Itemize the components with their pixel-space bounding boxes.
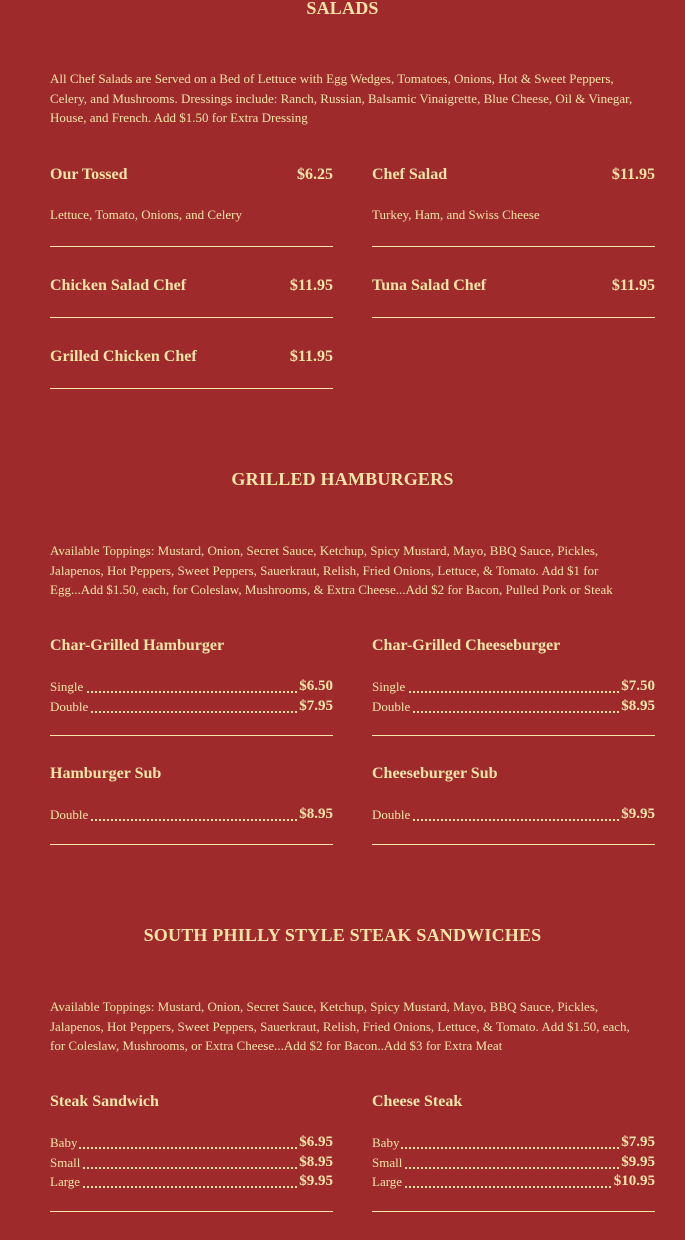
item-description: Lettuce, Tomato, Onions, and Celery: [50, 207, 242, 222]
size-label: Baby: [50, 1135, 78, 1150]
item-price: $11.95: [289, 348, 333, 365]
price-row: [372, 1170, 655, 1190]
price-row: [50, 803, 333, 823]
item-name: Cheeseburger Sub: [372, 765, 498, 782]
item-name: Our Tossed: [50, 166, 128, 183]
size-price: $8.95: [299, 806, 333, 822]
size-price: $6.95: [299, 1134, 333, 1150]
section-description: Available Toppings: Mustard, Onion, Secret Sauce, Ketchup, Spicy Mustard, Mayo, BBQ Sauce, Pickles, Jalapenos, Hot Peppers, Sweet Peppers, Sauerkraut, Relish, Fried Onions, Lettuce, & Tomato. Add $1 for Egg...Add $1.50, each, for Coleslaw, Mushrooms, & Extra Cheese...Add $2 for Bacon, Pulled Pork or Steak: [50, 543, 613, 597]
menu-item-cheeseburger-sub: [372, 765, 655, 845]
size-price: $8.95: [299, 1154, 333, 1170]
price-row: [372, 675, 655, 695]
size-label: Large: [372, 1174, 403, 1189]
item-name: Cheese Steak: [372, 1093, 463, 1110]
menu-item-chicken-salad-chef: [50, 277, 333, 318]
price-row: [372, 1151, 655, 1171]
section-description: All Chef Salads are Served on a Bed of Lettuce with Egg Wedges, Tomatoes, Onions, Hot & Sweet Peppers, Celery, and Mushrooms. Dressings include: Ranch, Russian, Balsamic Vinaigrette, Blue Cheese, Oil & Vinegar, House, and French. Add $1.50 for Extra Dressing: [50, 71, 633, 125]
dot-leader: [50, 711, 333, 713]
size-label: Single: [372, 679, 406, 694]
price-row: [50, 1151, 333, 1171]
price-row: [372, 695, 655, 715]
size-price: $8.95: [621, 698, 655, 714]
section-title: GRILLED HAMBURGERS: [231, 469, 454, 489]
item-name: Grilled Chicken Chef: [50, 348, 197, 365]
price-row: [50, 1170, 333, 1190]
price-row: [372, 1131, 655, 1151]
size-label: Baby: [372, 1135, 400, 1150]
size-label: Double: [50, 699, 89, 714]
size-price: $10.95: [613, 1173, 655, 1189]
size-price: $7.95: [621, 1134, 655, 1150]
item-name: Hamburger Sub: [50, 765, 162, 782]
menu-item-steak-sandwich: [50, 1093, 333, 1212]
menu-item-tuna-salad-chef: [372, 277, 655, 318]
dot-leader: [50, 1147, 333, 1149]
size-label: Small: [372, 1155, 403, 1170]
item-price: $11.95: [611, 277, 655, 294]
dot-leader: [50, 1167, 333, 1169]
dot-leader: [50, 819, 333, 821]
item-price: $6.25: [297, 166, 333, 183]
size-label: Double: [372, 699, 411, 714]
section-title: SOUTH PHILLY STYLE STEAK SANDWICHES: [143, 925, 542, 945]
menu-item-cheese-steak: [372, 1093, 655, 1212]
dot-leader: [50, 1186, 333, 1188]
price-row: [50, 1131, 333, 1151]
dot-leader: [372, 711, 655, 713]
item-name: Char-Grilled Hamburger: [50, 637, 225, 654]
dot-leader: [372, 1147, 655, 1149]
price-row: [50, 695, 333, 715]
item-description: Turkey, Ham, and Swiss Cheese: [372, 207, 540, 222]
section-description: Available Toppings: Mustard, Onion, Secret Sauce, Ketchup, Spicy Mustard, Mayo, BBQ Sauce, Pickles, Jalapenos, Hot Peppers, Sweet Peppers, Sauerkraut, Relish, Fried Onions, Lettuce, & Tomato. Add $1.50, each, for Coleslaw, Mushrooms, or Extra Cheese...Add $2 for Bacon..Add $3 for Extra Meat: [50, 999, 630, 1053]
item-price: $11.95: [289, 277, 333, 294]
item-price: $11.95: [611, 166, 655, 183]
dot-leader: [372, 691, 655, 693]
price-row: [50, 675, 333, 695]
size-label: Small: [50, 1155, 81, 1170]
size-label: Single: [50, 679, 84, 694]
size-price: $7.50: [621, 678, 655, 694]
price-row: [372, 803, 655, 823]
dot-leader: [50, 691, 333, 693]
section-title: SALADS: [306, 0, 379, 18]
size-price: $6.50: [299, 678, 333, 694]
size-price: $9.95: [299, 1173, 333, 1189]
item-name: Tuna Salad Chef: [372, 277, 487, 294]
item-name: Steak Sandwich: [50, 1093, 159, 1110]
menu-item-our-tossed: [50, 166, 333, 247]
menu-item-char-grilled-cheeseburger: [372, 637, 655, 736]
item-name: Char-Grilled Cheeseburger: [372, 637, 561, 654]
dot-leader: [372, 1167, 655, 1169]
size-price: $7.95: [299, 698, 333, 714]
menu-item-grilled-chicken-chef: [50, 348, 333, 389]
dot-leader: [372, 819, 655, 821]
item-name: Chicken Salad Chef: [50, 277, 187, 294]
size-price: $9.95: [621, 806, 655, 822]
size-price: $9.95: [621, 1154, 655, 1170]
size-label: Double: [372, 807, 411, 822]
menu-item-hamburger-sub: [50, 765, 333, 845]
size-label: Double: [50, 807, 89, 822]
menu-item-char-grilled-hamburger: [50, 637, 333, 736]
menu-item-chef-salad: [372, 166, 655, 247]
size-label: Large: [50, 1174, 81, 1189]
item-name: Chef Salad: [372, 166, 448, 183]
